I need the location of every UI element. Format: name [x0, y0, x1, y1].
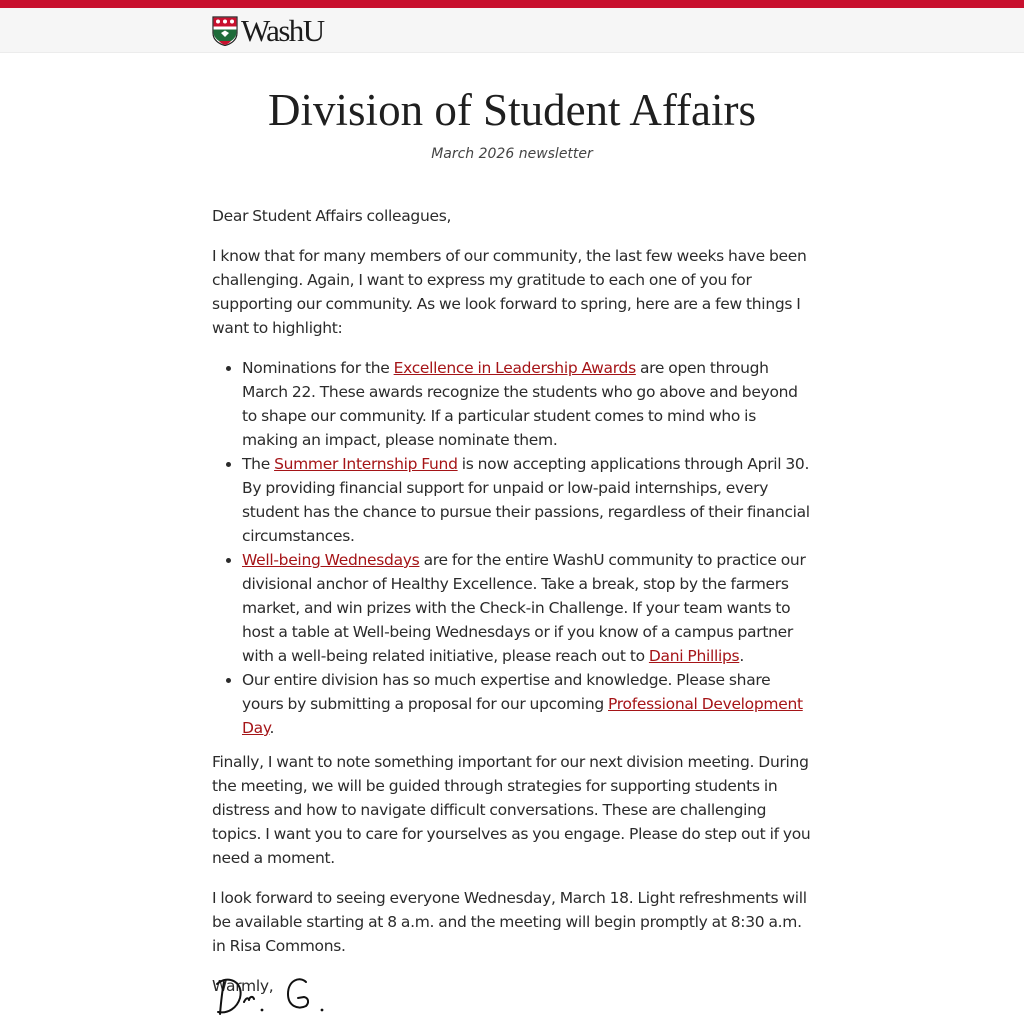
wellbeing-wednesdays-link[interactable]: Well-being Wednesdays: [242, 551, 420, 569]
list-item-text: Nominations for the: [242, 359, 394, 377]
washu-logo[interactable]: [212, 13, 324, 48]
list-item: [242, 548, 812, 668]
greeting: Dear Student Affairs colleagues,: [212, 207, 452, 225]
list-item-text: are for the entire WashU community to practice our divisional anchor of Healthy Excellence. Take a break, stop by the farmers market, and win prizes with the Check-in Challenge. If your team wants to host a table at Well-being Wednesdays or if you know of a campus partner with a well-being related initiative, please reach out to: [242, 551, 806, 665]
closing: Warmly,: [212, 977, 274, 995]
highlights-list: [212, 356, 812, 740]
intro-paragraph: I know that for many members of our community, the last few weeks have been challenging. Again, I want to express my gratitude to each one of you for supporting our community. As we look forward to spring, here are a few things I want to highlight:: [212, 247, 807, 337]
list-item-text: is now accepting applications through April 30. By providing financial support for unpaid or low-paid internships, every student has the chance to pursue their passions, regardless of their financial circumstances.: [242, 455, 810, 545]
washu-shield-icon: [212, 16, 238, 46]
list-item: [242, 356, 812, 452]
list-item-text: are open through March 22. These awards recognize the students who go above and beyond to shape our community. If a particular student comes to mind who is making an impact, please nominate them.: [242, 359, 798, 449]
list-item: [242, 452, 812, 548]
list-item-text: Our entire division has so much expertise and knowledge. Please share yours by submitting a proposal for our upcoming: [242, 671, 771, 713]
page-title: Division of Student Affairs: [268, 85, 756, 135]
signature: [214, 972, 334, 1022]
list-item: [242, 668, 812, 740]
list-item-text: .: [269, 719, 275, 737]
site-header: [0, 8, 1024, 53]
leadership-awards-link[interactable]: Excellence in Leadership Awards: [393, 359, 636, 377]
internship-fund-link[interactable]: Summer Internship Fund: [274, 455, 458, 473]
letter-body: [212, 204, 812, 1014]
list-item-text: .: [739, 647, 744, 665]
event-paragraph: I look forward to seeing everyone Wednesday, March 18. Light refreshments will be available starting at 8 a.m. and the meeting will begin promptly at 8:30 a.m. in Risa Commons.: [212, 889, 807, 955]
handwritten-signature-icon: [214, 972, 334, 1018]
professional-development-link[interactable]: Professional Development Day: [242, 695, 803, 737]
meeting-paragraph: Finally, I want to note something important for our next division meeting. During the meeting, we will be guided through strategies for supporting students in distress and how to navigate difficult conversations. These are challenging topics. I want you to care for yourselves as you engage. Please do step out if you need a moment.: [212, 753, 811, 867]
list-item-text: The: [242, 455, 275, 473]
top-accent-bar: [0, 0, 1024, 8]
logo-wordmark: WashU: [241, 13, 324, 48]
dani-phillips-link[interactable]: Dani Phillips: [648, 647, 740, 665]
newsletter-date: March 2026 newsletter: [431, 146, 593, 162]
